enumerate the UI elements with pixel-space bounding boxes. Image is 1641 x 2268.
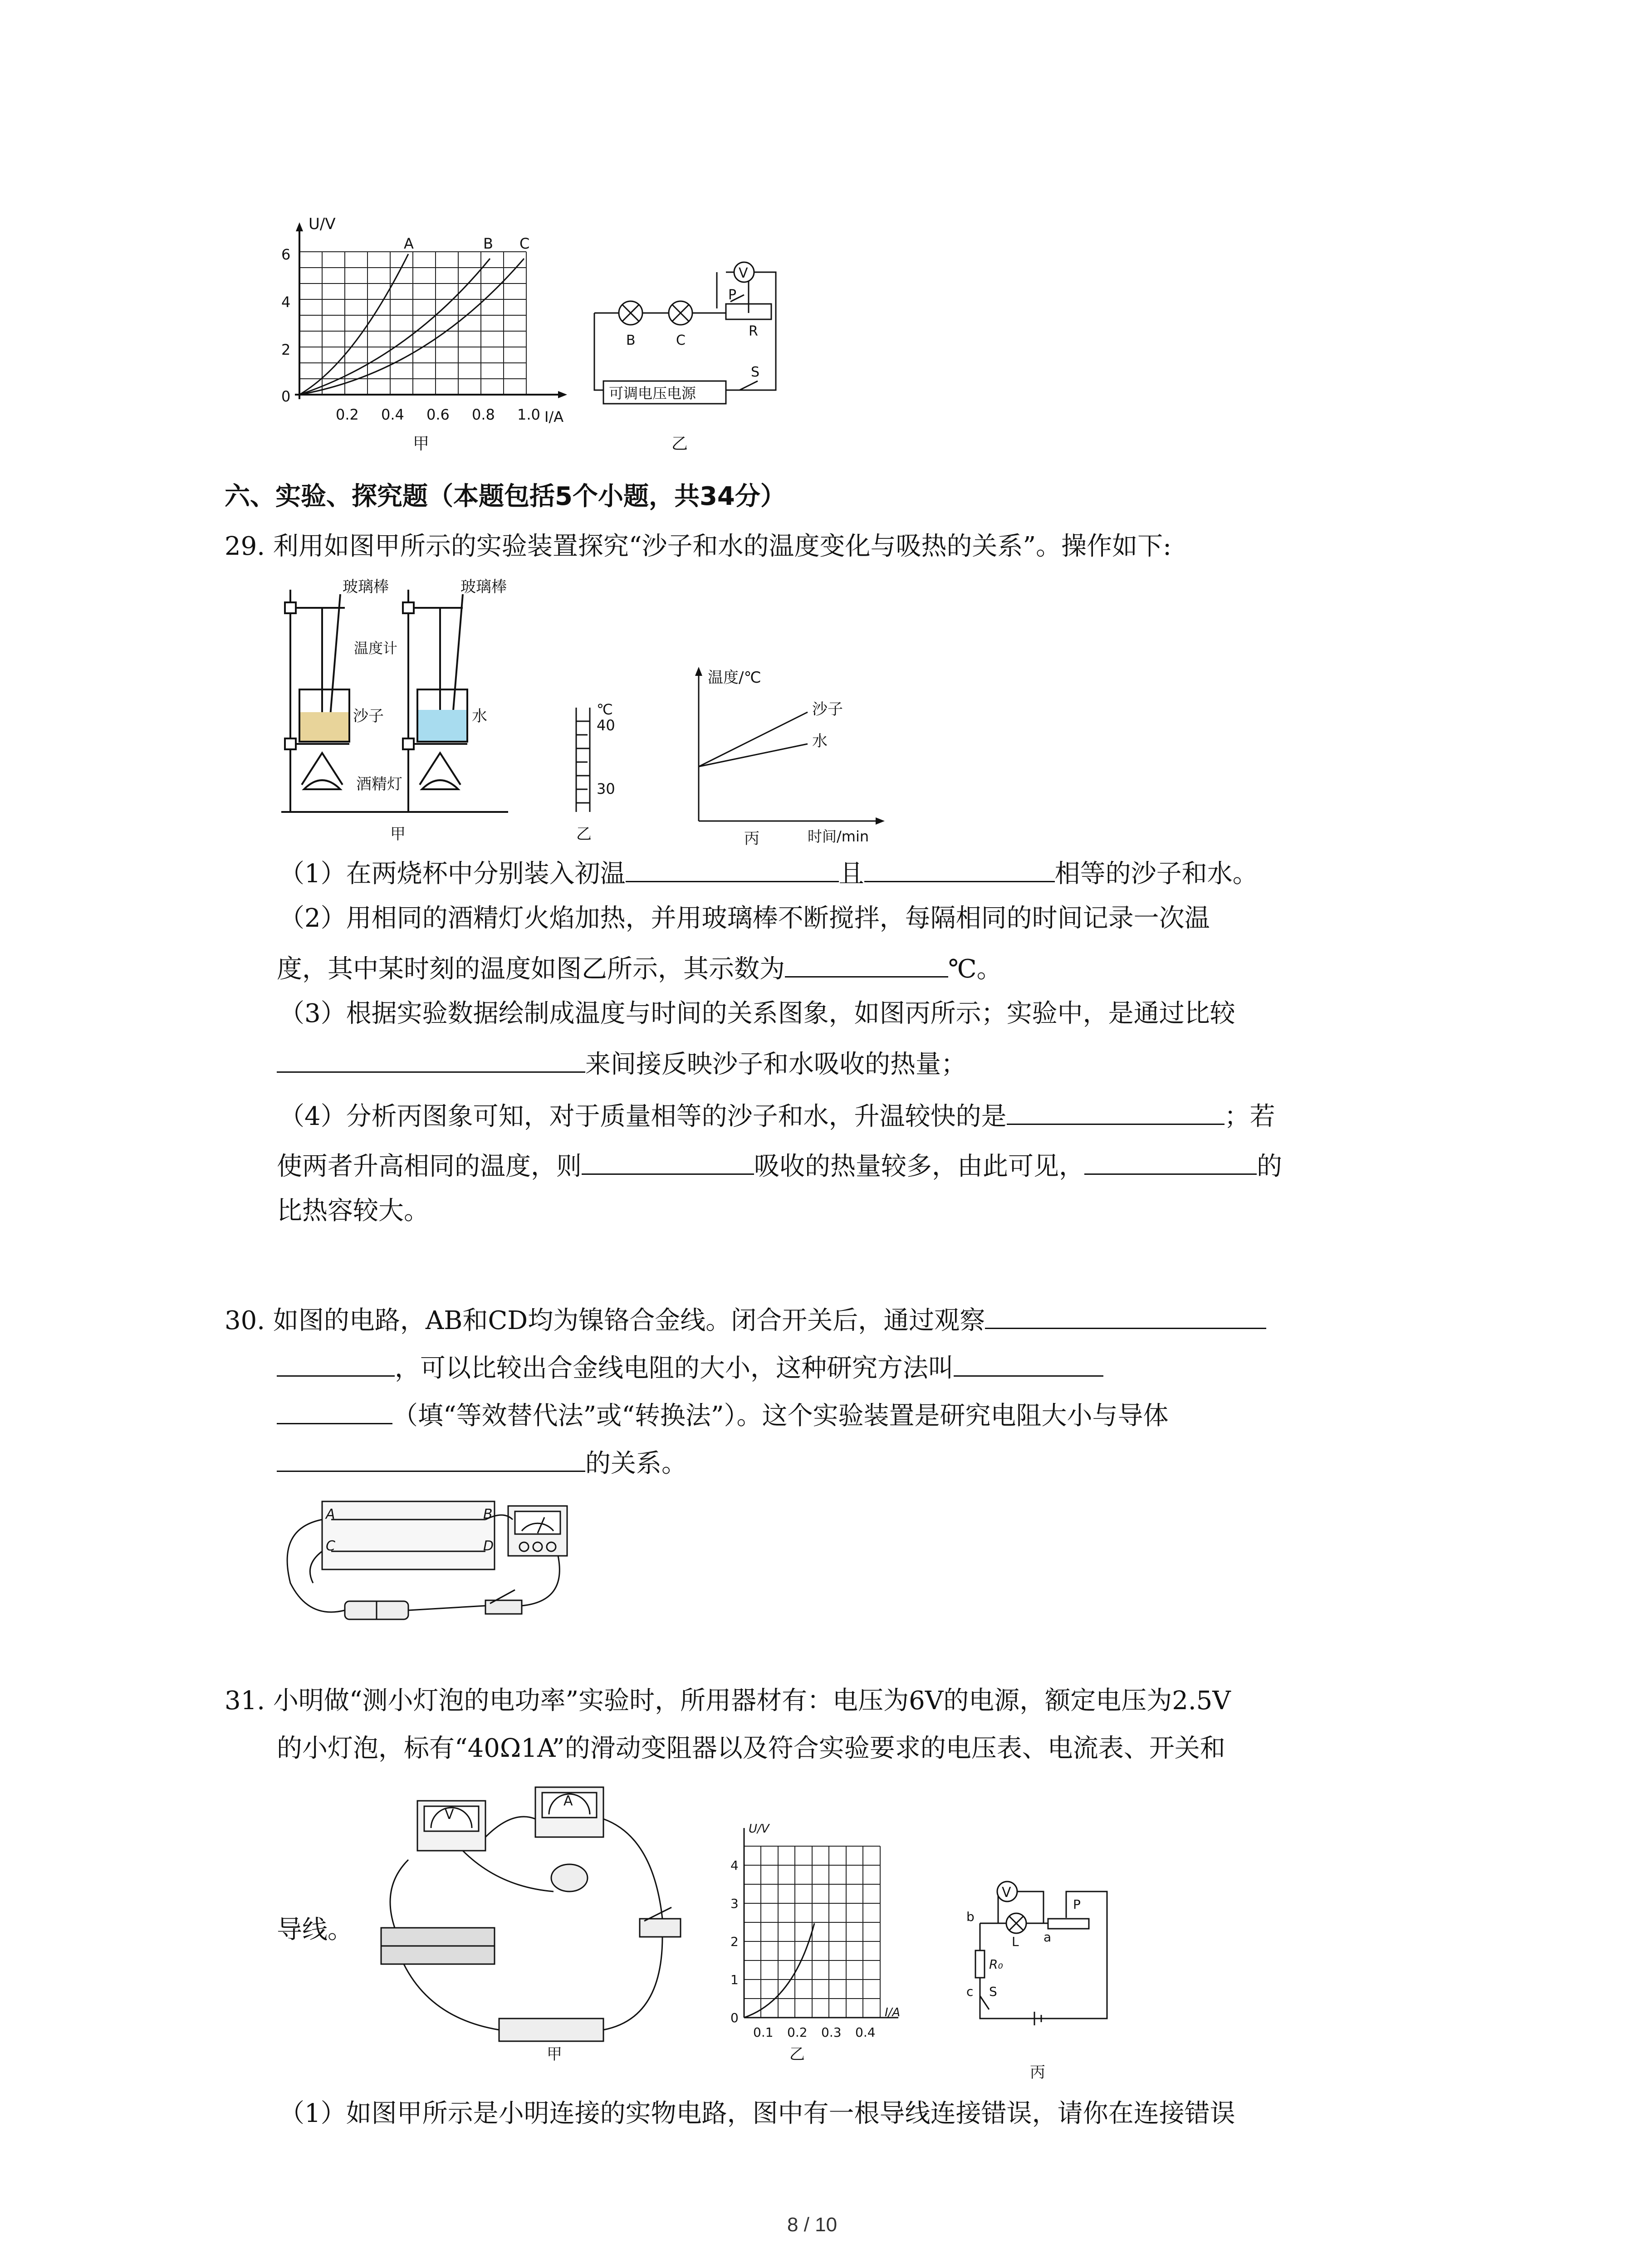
y-tick: 4	[281, 293, 291, 311]
q30-l1: 30. 如图的电路，AB和CD均为镍铬合金线。闭合开关后，通过观察	[225, 1300, 1266, 1339]
ui-graph	[281, 215, 567, 453]
x-tick: 0.2	[336, 406, 359, 423]
caption-yi: 乙	[671, 435, 688, 453]
x-tick: 0.8	[472, 406, 495, 423]
q30-l3: （填“等效替代法”或“转换法”）。这个实验装置是研究电阻大小与导体	[277, 1395, 1169, 1434]
caption-yi: 乙	[789, 2045, 805, 2063]
voltmeter-label: V	[445, 1807, 454, 1823]
slider-label: P	[728, 287, 737, 303]
curve-label-a: A	[404, 235, 414, 252]
label-lamp: 酒精灯	[356, 775, 402, 793]
q29-p1: （1）在两烧杯中分别装入初温 且 相等的沙子和水。	[279, 853, 1258, 892]
resistor-label: R	[749, 323, 758, 339]
water-fill	[418, 710, 466, 741]
label-rod-left: 玻璃棒	[343, 578, 389, 596]
page-number: 8 / 10	[787, 2214, 838, 2236]
q31-l3: 导线。	[277, 1915, 353, 1945]
line-water	[699, 744, 808, 767]
answer-blank[interactable]	[277, 1043, 585, 1073]
y-tick: 4	[730, 1858, 739, 1873]
answer-blank[interactable]	[985, 1300, 1266, 1329]
thermo-30: 30	[597, 780, 615, 797]
label-a: A	[326, 1506, 335, 1522]
thermometer-yi	[576, 708, 590, 812]
q29-p4c: 比热容较大。	[277, 1196, 429, 1226]
q30-l4: 的关系。	[277, 1442, 687, 1482]
curve-label-c: C	[519, 235, 530, 252]
section-heading: 六、实验、探究题（本题包括5个小题，共34分）	[225, 482, 786, 511]
curve-a	[299, 254, 408, 395]
q29-p4b: 使两者升高相同的温度，则 吸收的热量较多，由此可见， 的	[277, 1145, 1282, 1185]
series-water-label: 水	[812, 732, 828, 750]
q31-figure-jia	[363, 1783, 717, 2064]
label-sand: 沙子	[353, 707, 384, 725]
q31-figure-yi	[717, 1819, 944, 2064]
curve-c	[299, 259, 524, 395]
caption-bing: 丙	[1030, 2063, 1045, 2082]
caption-jia: 甲	[413, 435, 430, 453]
y-tick: 2	[281, 341, 291, 358]
node-c: c	[966, 1984, 974, 1999]
series-sand-label: 沙子	[812, 700, 843, 719]
x-tick: 1.0	[517, 406, 540, 423]
voltmeter-label: V	[739, 265, 748, 281]
caption-jia: 甲	[547, 2045, 562, 2063]
caption-yi: 乙	[576, 825, 592, 843]
switch-label: S	[751, 364, 760, 380]
answer-blank[interactable]	[864, 853, 1055, 882]
y-tick: 3	[730, 1896, 739, 1911]
y-tick: 6	[281, 246, 291, 263]
caption-jia: 甲	[390, 825, 406, 843]
power-source-label: 可调电压电源	[609, 385, 696, 402]
caption-bing: 丙	[744, 830, 759, 848]
answer-blank[interactable]	[626, 853, 839, 882]
y-tick: 1	[730, 1972, 739, 1987]
x-tick: 0.1	[753, 2025, 774, 2040]
iu-curve	[744, 1923, 814, 2018]
thermo-unit: ℃	[597, 701, 613, 718]
voltmeter-label: V	[1002, 1885, 1011, 1901]
graph-ylabel: 温度/℃	[708, 669, 761, 687]
ammeter-label: A	[563, 1793, 573, 1809]
q30-l2: ，可以比较出合金线电阻的大小，这种研究方法叫	[277, 1347, 1103, 1387]
lamp-c-label: C	[676, 332, 686, 348]
line-sand	[699, 712, 808, 767]
q29-stem: 29. 利用如图甲所示的实验装置探究“沙子和水的温度变化与吸热的关系”。操作如下:	[225, 532, 1171, 561]
q29-p4a: （4）分析丙图象可知，对于质量相等的沙子和水，升温较快的是 ；若	[279, 1095, 1275, 1135]
lamp-label: L	[1012, 1934, 1019, 1949]
x-axis-label: I/A	[544, 408, 564, 425]
label-c: C	[326, 1538, 335, 1554]
answer-blank[interactable]	[582, 1145, 754, 1175]
slider-label: P	[1073, 1897, 1081, 1912]
thermo-40: 40	[597, 717, 615, 734]
label-b: B	[483, 1506, 493, 1522]
q29-p2a: （2）用相同的酒精灯火焰加热，并用玻璃棒不断搅拌，每隔相同的时间记录一次温	[279, 904, 1210, 933]
curve-label-b: B	[483, 235, 493, 252]
q29-p3b: 来间接反映沙子和水吸收的热量；	[277, 1043, 966, 1083]
answer-blank[interactable]	[785, 948, 948, 978]
node-b: b	[966, 1909, 975, 1924]
x-tick: 0.4	[381, 406, 404, 423]
y-axis-label: U/V	[309, 215, 336, 233]
sand-fill	[300, 712, 348, 741]
answer-blank[interactable]	[277, 1395, 392, 1424]
q29-figure	[272, 576, 907, 848]
x-tick: 0.4	[855, 2025, 876, 2040]
q31-l1: 31. 小明做“测小灯泡的电功率”实验时，所用器材有：电压为6V的电源，额定电压为2.5V	[225, 1686, 1231, 1716]
y-tick: 0	[730, 2010, 739, 2025]
x-tick: 0.3	[821, 2025, 842, 2040]
x-tick: 0.2	[787, 2025, 808, 2040]
x-tick: 0.6	[426, 406, 450, 423]
label-water: 水	[472, 707, 487, 725]
x-axis-label: I/A	[885, 2006, 901, 2019]
label-rod-right: 玻璃棒	[460, 578, 507, 596]
figure-top	[272, 209, 808, 463]
answer-blank[interactable]	[277, 1347, 395, 1377]
answer-blank[interactable]	[1084, 1145, 1257, 1175]
answer-blank[interactable]	[1007, 1095, 1225, 1125]
node-a: a	[1043, 1930, 1052, 1945]
answer-blank[interactable]	[954, 1347, 1103, 1377]
r0-label: R₀	[989, 1957, 1003, 1972]
q30-figure	[277, 1492, 603, 1633]
y-tick: 0	[281, 388, 291, 405]
switch-label: S	[989, 1984, 997, 1999]
lamp-b-label: B	[626, 332, 636, 348]
q31-l2: 的小灯泡，标有“40Ω1A”的滑动变阻器以及符合实验要求的电压表、电流表、开关和	[277, 1734, 1225, 1763]
answer-blank[interactable]	[277, 1442, 585, 1472]
q31-p1: （1）如图甲所示是小明连接的实物电路，图中有一根导线连接错误，请你在连接错误	[279, 2099, 1235, 2128]
graph-xlabel: 时间/min	[808, 828, 869, 845]
label-d: D	[483, 1538, 494, 1554]
y-axis-label: U/V	[749, 1822, 769, 1836]
y-tick: 2	[730, 1934, 739, 1949]
q31-figure-bing	[962, 1873, 1152, 2082]
q29-p2b: 度，其中某时刻的温度如图乙所示，其示数为 ℃。	[277, 948, 1002, 987]
q29-p3a: （3）根据实验数据绘制成温度与时间的关系图象，如图丙所示；实验中，是通过比较	[279, 999, 1235, 1028]
label-thermometer: 温度计	[354, 640, 398, 657]
